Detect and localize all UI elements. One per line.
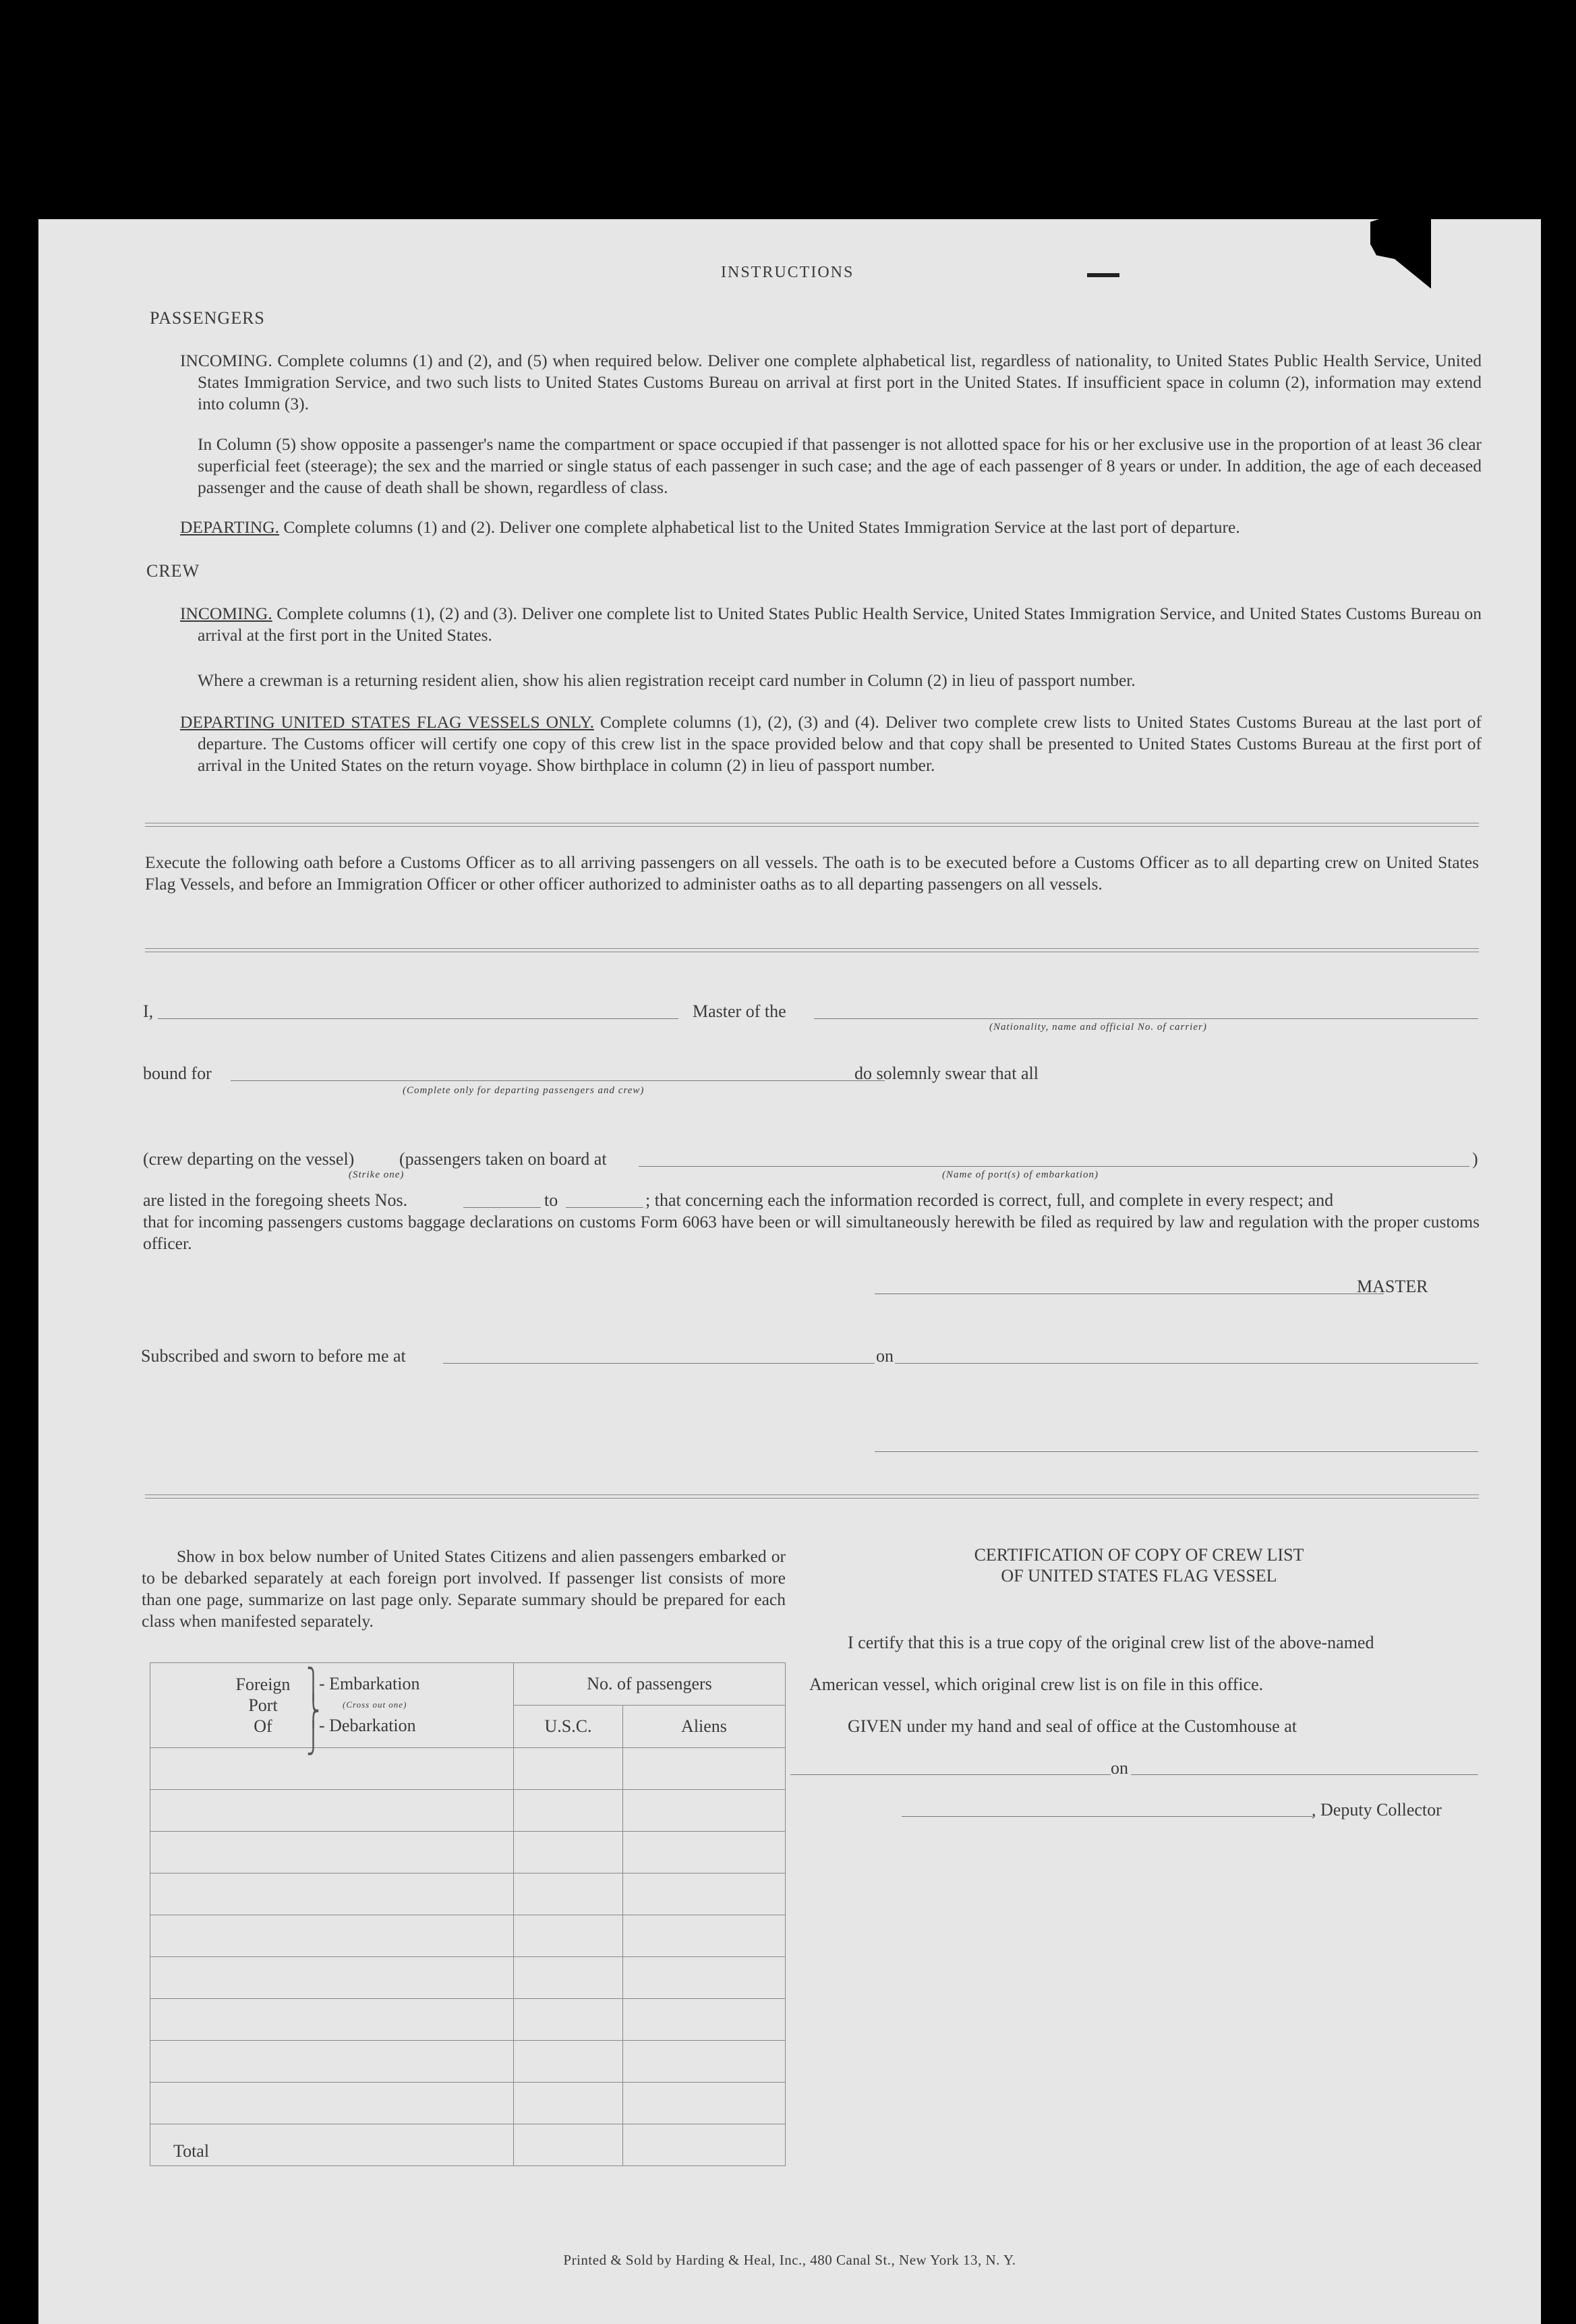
port-cell[interactable] [150,1873,514,1915]
total-aliens-cell[interactable] [623,2124,786,2166]
usc-cell[interactable] [514,2041,623,2083]
total-usc-cell[interactable] [514,2124,623,2166]
master-of-the-label: Master of the [693,1001,786,1021]
certify-line-1: I certify that this is a true copy of the original crew list of the above-named [848,1633,1374,1652]
table-row [150,1957,786,1999]
port-cell[interactable] [150,1790,514,1832]
certification-title-1: CERTIFICATION OF COPY OF CREW LIST [974,1545,1304,1565]
usc-cell[interactable] [514,1957,623,1999]
passengers-departing-text: Complete columns (1) and (2). Deliver one complete alphabetical list to the United States Immigration Service at the last port of departure. [283,517,1240,537]
usc-cell[interactable] [514,2083,623,2124]
col-port: Port [248,1695,278,1715]
port-note: (Name of port(s) of embarkation) [942,1169,1099,1180]
section-divider-1 [145,823,1479,827]
customhouse-field[interactable] [790,1774,1111,1775]
sheet-from-field[interactable] [463,1207,541,1208]
aliens-cell[interactable] [623,2041,786,2083]
crew-incoming-text: Complete columns (1), (2) and (3). Deliver one complete list to United States Public Health Service, United States Immigration Service, and United States Customs Bureau on arrival at the first port in the United States. [198,604,1482,645]
port-cell[interactable] [150,1957,514,1999]
passengers-heading: PASSENGERS [150,308,265,328]
aliens-cell[interactable] [623,1873,786,1915]
certify-line-2: American vessel, which original crew list is on file in this office. [809,1675,1264,1694]
embarkation-option[interactable]: - Embarkation [319,1674,420,1693]
officer-signature-field[interactable] [875,1451,1478,1452]
table-row [150,2083,786,2124]
sheet-to-field[interactable] [566,1207,643,1208]
crew-incoming-label: INCOMING. [180,604,272,623]
aliens-cell[interactable] [623,1957,786,1999]
passengers-departing-label: DEPARTING. [180,517,279,537]
aliens-cell[interactable] [623,1915,786,1957]
table-row [150,1999,786,2041]
port-cell[interactable] [150,2041,514,2083]
deputy-signature-field[interactable] [902,1816,1313,1817]
section-divider-3 [145,1494,1479,1499]
strike-note: (Strike one) [349,1169,405,1180]
table-row [150,1832,786,1873]
listed-text-1: are listed in the foregoing sheets Nos. [143,1190,408,1210]
master-label: MASTER [1357,1277,1428,1296]
bound-for-label: bound for [143,1064,212,1083]
crew-departing-paragraph [180,711,1482,776]
port-cell[interactable] [150,1832,514,1873]
form-page [38,219,1541,2324]
sworn-on-label: on [876,1346,894,1366]
listed-text-2: ; that concerning each the information recorded is correct, full, and complete in every respect; and [645,1190,1334,1210]
port-cell[interactable] [150,1748,514,1790]
table-row [150,1915,786,1957]
passengers-column5-paragraph: In Column (5) show opposite a passenger's name the compartment or space occupied if that passenger is not allotted space for his or her exclusive use in the proportion of at least 36 clear superficial feet (steerage); the sex and the married or single status of each passenger in such case; and the age of each passenger of 8 years or under. In addition, the age of each deceased passenger and the cause of death shall be shown, regardless of class. [198,434,1482,497]
crew-departing-text: Complete columns (1), (2), (3) and (4). Deliver two complete crew lists to United States Customs Bureau at the last port of departure. The Customs officer will certify one copy of this crew list in the space provided below and that copy shall be presented to United States Customs Bureau at the first port of arrival in the United States on the return voyage. Show birthplace in column (2) in lieu of passport number. [198,712,1482,775]
ink-mark [1087,273,1119,277]
summary-instructions: Show in box below number of United States Citizens and alien passengers embarked or to be debarked separately at each foreign port involved. If passenger list consists of more than one page, summarize on last page only. Separate summary should be prepared for each class when manifested separately. [142,1546,786,1631]
total-label: Total [150,2124,514,2166]
table-row [150,1748,786,1790]
passengers-incoming-text: Complete columns (1) and (2), and (5) when required below. Deliver one complete alphabetical list, regardless of nationality, to United States Public Health Service, United States Immigration Service, and two such lists to United States Customs Bureau on arrival at first port in the United States. If insufficient space in column (2), information may extend into column (3). [198,351,1482,413]
table-row [150,2041,786,2083]
aliens-header: Aliens [623,1706,786,1748]
usc-header: U.S.C. [514,1706,623,1748]
listed-text-3: that for incoming passengers customs baggage declarations on customs Form 6063 have been or will simultaneously herewith be filed as required by law and regulation with the proper customs officer. [143,1212,1480,1253]
usc-cell[interactable] [514,1915,623,1957]
crew-departing-label: DEPARTING UNITED STATES FLAG VESSELS ONLY. [180,712,594,732]
port-header-cell [150,1663,514,1755]
subscribed-label: Subscribed and sworn to before me at [141,1346,406,1366]
printer-footer: Printed & Sold by Harding & Heal, Inc., 480 Canal St., New York 13, N. Y. [563,2252,1016,2268]
vessel-field[interactable] [814,1018,1478,1019]
table-row [150,1873,786,1915]
certification-title-2: OF UNITED STATES FLAG VESSEL [1001,1566,1277,1586]
nationality-note: (Nationality, name and official No. of carrier) [989,1022,1207,1033]
master-name-field[interactable] [158,1018,678,1019]
crew-heading: CREW [146,561,200,581]
aliens-cell[interactable] [623,2083,786,2124]
cross-out-note: (Cross out one) [343,1700,407,1710]
usc-cell[interactable] [514,1748,623,1790]
deputy-collector-label: , Deputy Collector [1312,1800,1442,1820]
usc-cell[interactable] [514,1873,623,1915]
close-paren: ) [1472,1149,1478,1169]
aliens-cell[interactable] [623,1999,786,2041]
col-of: Of [254,1716,272,1736]
passenger-summary-table [150,1662,786,2166]
passengers-departing-paragraph [180,517,1482,538]
crew-crewman-paragraph: Where a crewman is a returning resident alien, show his alien registration receipt card number in Column (2) in lieu of passport number. [198,670,1136,690]
usc-cell[interactable] [514,1790,623,1832]
col-foreign: Foreign [235,1675,291,1694]
bound-for-field[interactable] [231,1080,885,1081]
debarkation-option[interactable]: - Debarkation [319,1716,416,1735]
passengers-taken-option[interactable]: (passengers taken on board at [399,1149,607,1169]
certification-date-field[interactable] [1131,1774,1478,1775]
port-cell[interactable] [150,1915,514,1957]
page-title: INSTRUCTIONS [721,264,854,281]
certification-on-label: on [1111,1758,1128,1778]
swear-text: do solemnly swear that all [854,1064,1039,1083]
aliens-cell[interactable] [623,1748,786,1790]
no-passengers-header: No. of passengers [514,1663,786,1706]
crew-incoming-paragraph [180,603,1482,646]
oath-i-label: I, [143,1001,154,1021]
aliens-cell[interactable] [623,1832,786,1873]
sworn-place-field[interactable] [443,1363,875,1364]
usc-cell[interactable] [514,1999,623,2041]
port-cell[interactable] [150,2083,514,2124]
aliens-cell[interactable] [623,1790,786,1832]
port-cell[interactable] [150,1999,514,2041]
given-line: GIVEN under my hand and seal of office at the Customhouse at [848,1716,1297,1736]
passengers-incoming-label: INCOMING. [180,351,272,370]
bound-for-note: (Complete only for departing passengers and crew) [403,1085,645,1096]
passengers-incoming-paragraph [180,350,1482,415]
brace-glyph: ⎫ ⎬ ⎭ [306,1668,320,1755]
embarkation-port-field[interactable] [639,1166,1469,1167]
to-label: to [544,1190,558,1210]
total-row [150,2124,786,2166]
crew-departing-option[interactable]: (crew departing on the vessel) [143,1149,355,1169]
section-divider-2 [145,948,1479,952]
sworn-date-field[interactable] [895,1363,1478,1364]
table-row [150,1790,786,1832]
oath-intro: Execute the following oath before a Customs Officer as to all arriving passengers on all vessels. The oath is to be executed before a Customs Officer as to all departing crew on United States Flag Vessels, and before an Immigration Officer or other officer authorized to administer oaths as to all departing passengers on all vessels. [145,852,1479,894]
usc-cell[interactable] [514,1832,623,1873]
